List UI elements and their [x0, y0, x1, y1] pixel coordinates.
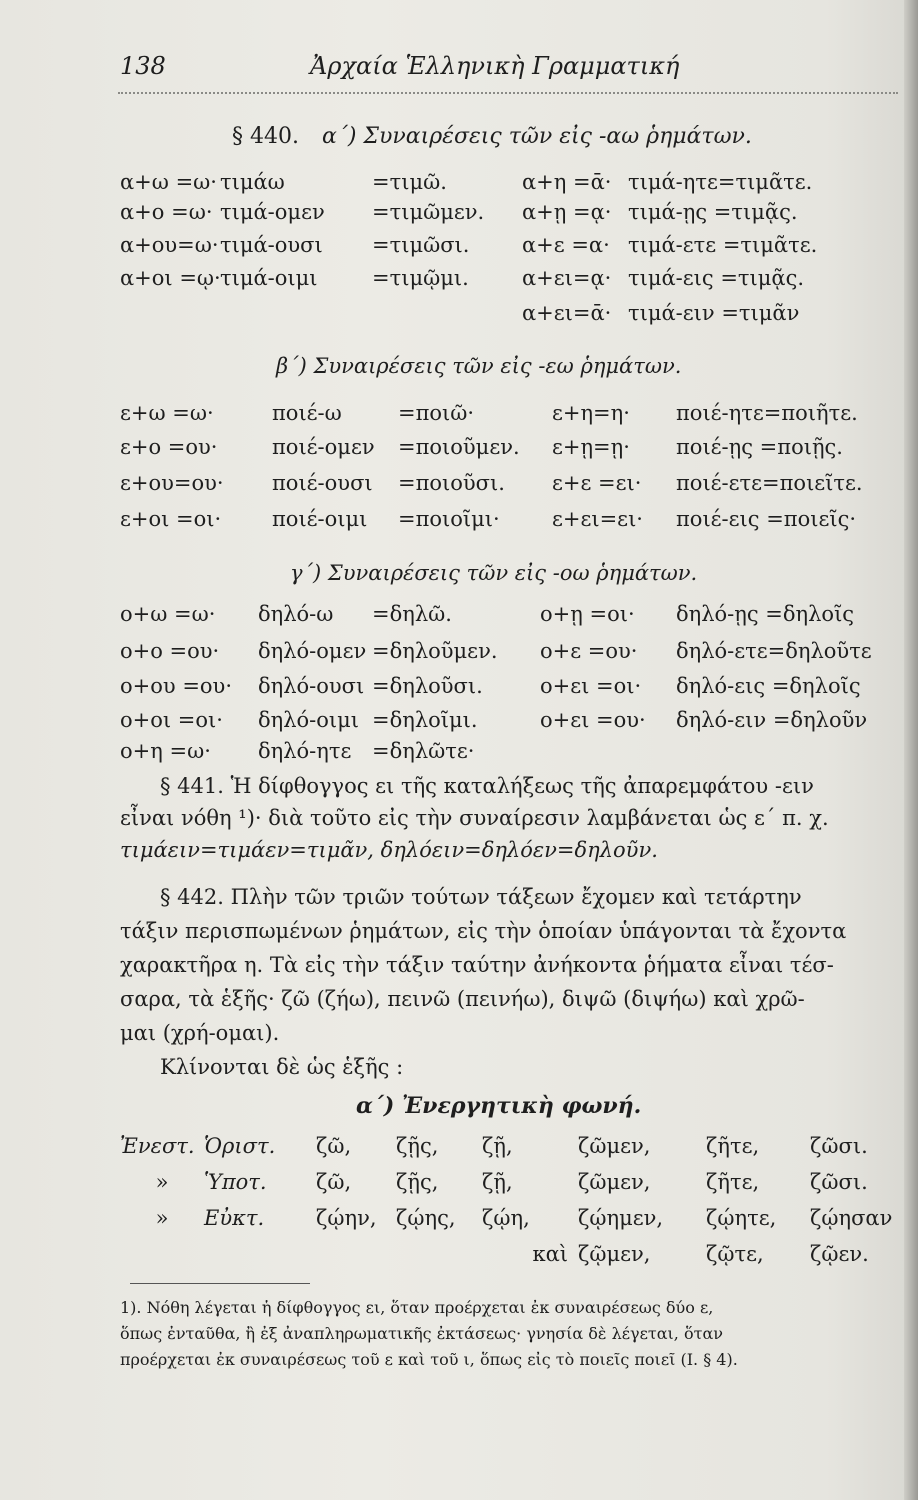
section-epsilon-heading: β΄) Συναιρέσεις τῶν εἰς -εω ῥημάτων.: [276, 354, 682, 378]
form-cell: δηλό-ετε=δηλοῦτε: [676, 639, 872, 663]
table-cell: ζῶ,: [316, 1170, 352, 1194]
form-cell: ποιέ-ετε=ποιεῖτε.: [676, 471, 863, 495]
table-cell: ζῆτε,: [706, 1170, 760, 1194]
result-cell: =τιμῶ.: [372, 170, 447, 194]
rule-cell: ο+ω =ω·: [120, 602, 216, 626]
table-cell: Εὐκτ.: [204, 1206, 265, 1230]
form-cell: δηλό-ητε: [258, 739, 352, 763]
form-cell: ποιέ-εις =ποιεῖς·: [676, 507, 857, 531]
rule-cell: ο+ει =ου·: [540, 708, 646, 732]
table-cell: ζῶμεν,: [578, 1170, 651, 1194]
form-cell: τιμά-ῃς =τιμᾷς.: [628, 200, 798, 224]
table-cell: »: [155, 1206, 169, 1230]
form-cell: δηλό-ομεν: [258, 639, 367, 663]
rule-cell: ε+ω =ω·: [120, 401, 214, 425]
running-title: Ἀρχαία Ἑλληνικὴ Γραμματική: [310, 52, 680, 80]
table-cell: [316, 1236, 396, 1272]
table-row: [120, 1200, 900, 1236]
table-cell: ζῷτε,: [706, 1242, 764, 1266]
table-row: [120, 1164, 900, 1200]
table-cell: ζῶσι.: [810, 1134, 868, 1158]
result-cell: =ποιοῖμι·: [398, 507, 500, 531]
footnote-line: 1). Νόθη λέγεται ἡ δίφθογγος ει, ὅταν προέρχεται ἐκ συναιρέσεως δύο ε,: [120, 1298, 714, 1317]
footnote-line: ὅπως ἐνταῦθα, ἢ ἐξ ἀναπληρωματικῆς ἐκτάσεως· γνησία δὲ λέγεται, ὅταν: [120, 1324, 723, 1343]
table-cell: ζῇ,: [482, 1170, 513, 1194]
result-cell: =ποιῶ·: [398, 401, 475, 425]
text-line: τάξιν περισπωμένων ῥημάτων, εἰς τὴν ὁποίαν ὑπάγονται τὰ ἔχοντα: [120, 919, 847, 943]
form-cell: δηλό-οιμι: [258, 708, 360, 732]
form-cell: τιμά-ετε =τιμᾶτε.: [628, 233, 818, 257]
table-cell: ζῴης,: [396, 1206, 456, 1230]
form-cell: τιμά-ομεν: [220, 200, 325, 224]
text-line: τιμάειν=τιμάεν=τιμᾶν, δηλόειν=δηλόεν=δηλοῦν.: [120, 838, 658, 862]
rule-cell: α+ου=ω·: [120, 233, 219, 257]
form-cell: ποιέ-ῃς =ποιῇς.: [676, 435, 843, 459]
footnote-rule: [130, 1283, 310, 1284]
form-cell: τιμά-οιμι: [220, 266, 318, 290]
table-row: [120, 1236, 900, 1272]
result-cell: =δηλοῦσι.: [372, 674, 483, 698]
text-line: § 441. Ἡ δίφθογγος ει τῆς καταλήξεως τῆς ἀπαρεμφάτου -ειν: [160, 774, 814, 798]
text-line: § 442. Πλὴν τῶν τριῶν τούτων τάξεων ἔχομεν καὶ τετάρτην: [160, 885, 802, 909]
form-cell: δηλό-εις =δηλοῖς: [676, 674, 861, 698]
rule-cell: α+η =ᾱ·: [522, 170, 612, 194]
text-line: χαρακτῆρα η. Τὰ εἰς τὴν τάξιν ταύτην ἀνήκοντα ῥήματα εἶναι τέσ-: [120, 953, 834, 977]
conjugation-intro: Κλίνονται δὲ ὡς ἑξῆς :: [160, 1055, 404, 1079]
rule-cell: ε+ῃ=ῃ·: [552, 435, 630, 459]
result-cell: =τιμῶσι.: [372, 233, 470, 257]
form-cell: ποιέ-ω: [272, 401, 342, 425]
table-cell: ζῴητε,: [706, 1206, 777, 1230]
table-cell: ζῴην,: [316, 1206, 377, 1230]
table-cell: [204, 1236, 316, 1272]
rule-cell: α+ω =ω·: [120, 170, 217, 194]
table-cell: ζῆτε,: [706, 1134, 760, 1158]
text-line: σαρα, τὰ ἑξῆς· ζῶ (ζήω), πεινῶ (πεινήω), διψῶ (διψήω) καὶ χρῶ-: [120, 987, 805, 1011]
rule-cell: α+ει=ᾱ·: [522, 301, 612, 325]
rule-cell: α+ο =ω·: [120, 200, 213, 224]
footnote-line: προέρχεται ἐκ συναιρέσεως τοῦ ε καὶ τοῦ ι, ὅπως εἰς τὸ ποιεῖς ποιεῖ (Ι. § 4).: [120, 1350, 738, 1369]
paragraph-442: [120, 880, 910, 1084]
rule-cell: ο+ου =ου·: [120, 674, 233, 698]
table-cell: ζῷεν.: [810, 1242, 869, 1266]
table-cell: ζῇς,: [396, 1134, 439, 1158]
page-edge-shadow: [904, 0, 918, 1500]
result-cell: =τιμῶμεν.: [372, 200, 485, 224]
table-cell: ζῇς,: [396, 1170, 439, 1194]
paragraph-441: [120, 770, 910, 866]
rule-cell: ο+ει =οι·: [540, 674, 642, 698]
text-line: μαι (χρή-ομαι).: [120, 1021, 280, 1045]
result-cell: =δηλοῖμι.: [372, 708, 478, 732]
footnote: [120, 1295, 910, 1373]
result-cell: =δηλῶ.: [372, 602, 452, 626]
page-header: [120, 52, 888, 92]
form-cell: δηλό-ειν =δηλοῦν: [676, 708, 868, 732]
rule-cell: α+οι =ῳ·: [120, 266, 221, 290]
table-cell: ζῇ,: [482, 1134, 513, 1158]
form-cell: τιμά-ειν =τιμᾶν: [628, 301, 800, 325]
form-cell: δηλό-ουσι: [258, 674, 365, 698]
rule-cell: ε+οι =οι·: [120, 507, 222, 531]
rule-cell: ε+ε =ει·: [552, 471, 642, 495]
result-cell: =δηλῶτε·: [372, 739, 475, 763]
form-cell: τιμά-εις =τιμᾷς.: [628, 266, 805, 290]
rule-cell: α+ῃ =ᾳ·: [522, 200, 612, 224]
table-cell: Ὑποτ.: [204, 1170, 267, 1194]
table-cell: »: [155, 1170, 169, 1194]
table-cell: Ἐνεστ.: [120, 1134, 195, 1158]
table-cell: Ὁριστ.: [204, 1134, 276, 1158]
rule-cell: ε+η=η·: [552, 401, 630, 425]
section-omicron-heading: γ΄) Συναιρέσεις τῶν εἰς -οω ῥημάτων.: [290, 561, 698, 585]
table-row: [120, 1128, 900, 1164]
rule-cell: ο+η =ω·: [120, 739, 211, 763]
section-440-heading: α΄) Συναιρέσεις τῶν εἰς -αω ῥημάτων.: [322, 124, 752, 149]
form-cell: τιμάω: [220, 170, 285, 194]
table-cell: ζῶ,: [316, 1134, 352, 1158]
rule-cell: α+ει=ᾳ·: [522, 266, 612, 290]
rule-cell: ε+ει=ει·: [552, 507, 643, 531]
table-cell: καὶ: [532, 1242, 568, 1266]
rule-cell: α+ε =α·: [522, 233, 610, 257]
text-line: εἶναι νόθη ¹)· διὰ τοῦτο εἰς τὴν συναίρεσιν λαμβάνεται ὡς ε΄ π. χ.: [120, 806, 829, 830]
rule-cell: ο+ῃ =οι·: [540, 602, 635, 626]
table-cell: ζῴημεν,: [578, 1206, 664, 1230]
form-cell: δηλό-ῃς =δηλοῖς: [676, 602, 855, 626]
result-cell: =ποιοῦμεν.: [398, 435, 520, 459]
table-cell: ζῷμεν,: [578, 1242, 651, 1266]
section-440-number: § 440.: [232, 124, 299, 149]
result-cell: =δηλοῦμεν.: [372, 639, 498, 663]
form-cell: τιμά-ητε=τιμᾶτε.: [628, 170, 813, 194]
voice-heading: α΄) Ἐνεργητικὴ φωνή.: [356, 1093, 642, 1119]
table-cell: ζῴησαν: [810, 1206, 893, 1230]
table-cell: [120, 1236, 204, 1272]
result-cell: =τιμῷμι.: [372, 266, 469, 290]
form-cell: ποιέ-ομεν: [272, 435, 375, 459]
result-cell: =ποιοῦσι.: [398, 471, 505, 495]
rule-cell: ο+οι =οι·: [120, 708, 223, 732]
form-cell: ποιέ-ουσι: [272, 471, 373, 495]
page-number: 138: [120, 52, 166, 80]
form-cell: ποιέ-ητε=ποιῆτε.: [676, 401, 858, 425]
conjugation-table: [120, 1128, 900, 1272]
table-cell: [396, 1236, 482, 1272]
form-cell: ποιέ-οιμι: [272, 507, 368, 531]
table-cell: ζῶσι.: [810, 1170, 868, 1194]
header-rule: [118, 92, 898, 94]
table-cell: ζῶμεν,: [578, 1134, 651, 1158]
table-cell: ζῴη,: [482, 1206, 530, 1230]
form-cell: τιμά-ουσι: [220, 233, 323, 257]
form-cell: δηλό-ω: [258, 602, 334, 626]
rule-cell: ο+ο =ου·: [120, 639, 220, 663]
rule-cell: ο+ε =ου·: [540, 639, 638, 663]
rule-cell: ε+ου=ου·: [120, 471, 224, 495]
rule-cell: ε+ο =ου·: [120, 435, 218, 459]
